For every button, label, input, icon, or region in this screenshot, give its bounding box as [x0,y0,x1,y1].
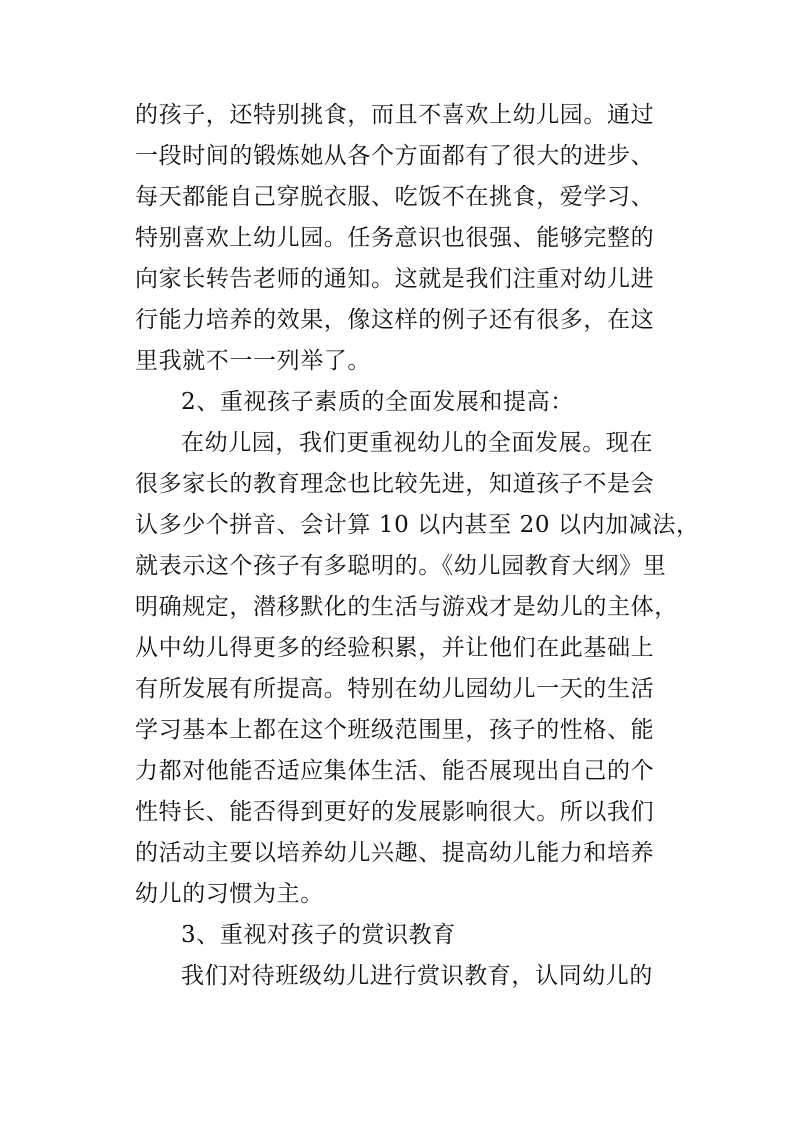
text-line: 就表示这个孩子有多聪明的。《幼儿园教育大纲》里 [135,553,667,579]
text-line: 很多家长的教育理念也比较先进，知道孩子不是会 [135,471,655,497]
text-line: 从中幼儿得更多的经验积累，并让他们在此基础上 [135,635,655,661]
paragraph-start: 我们对待班级幼儿进行赏识教育，认同幼儿的 [181,963,653,989]
text-line: 的孩子，还特别挑食，而且不喜欢上幼儿园。通过 [135,102,655,128]
text-line: 幼儿的习惯为主。 [135,881,324,907]
text-line: 明确规定，潜移默化的生活与游戏才是幼儿的主体， [135,594,678,620]
section-heading: 2、重视孩子素质的全面发展和提高： [181,389,574,415]
text-line: 学习基本上都在这个班级范围里，孩子的性格、能 [135,717,655,743]
text-line: 每天都能自己穿脱衣服、吃饭不在挑食，爱学习、 [135,184,655,210]
paragraph-start: 在幼儿园，我们更重视幼儿的全面发展。现在 [181,430,653,456]
text-line: 一段时间的锻炼她从各个方面都有了很大的进步、 [135,143,655,169]
text-line: 特别喜欢上幼儿园。任务意识也很强、能够完整的 [135,225,655,251]
text-line: 有所发展有所提高。特别在幼儿园幼儿一天的生活 [135,676,655,702]
text-line: 力都对他能否适应集体生活、能否展现出自己的个 [135,758,655,784]
text-line: 行能力培养的效果，像这样的例子还有很多，在这 [135,307,655,333]
text-line: 的活动主要以培养幼儿兴趣、提高幼儿能力和培养 [135,840,655,866]
text-line: 向家长转告老师的通知。这就是我们注重对幼儿进 [135,266,655,292]
text-line: 里我就不一一列举了。 [135,348,371,374]
section-heading: 3、重视对孩子的赏识教育 [181,922,456,948]
text-line: 认多少个拼音、会计算 10 以内甚至 20 以内加减法， [135,512,700,538]
text-line: 性特长、能否得到更好的发展影响很大。所以我们 [135,799,655,825]
